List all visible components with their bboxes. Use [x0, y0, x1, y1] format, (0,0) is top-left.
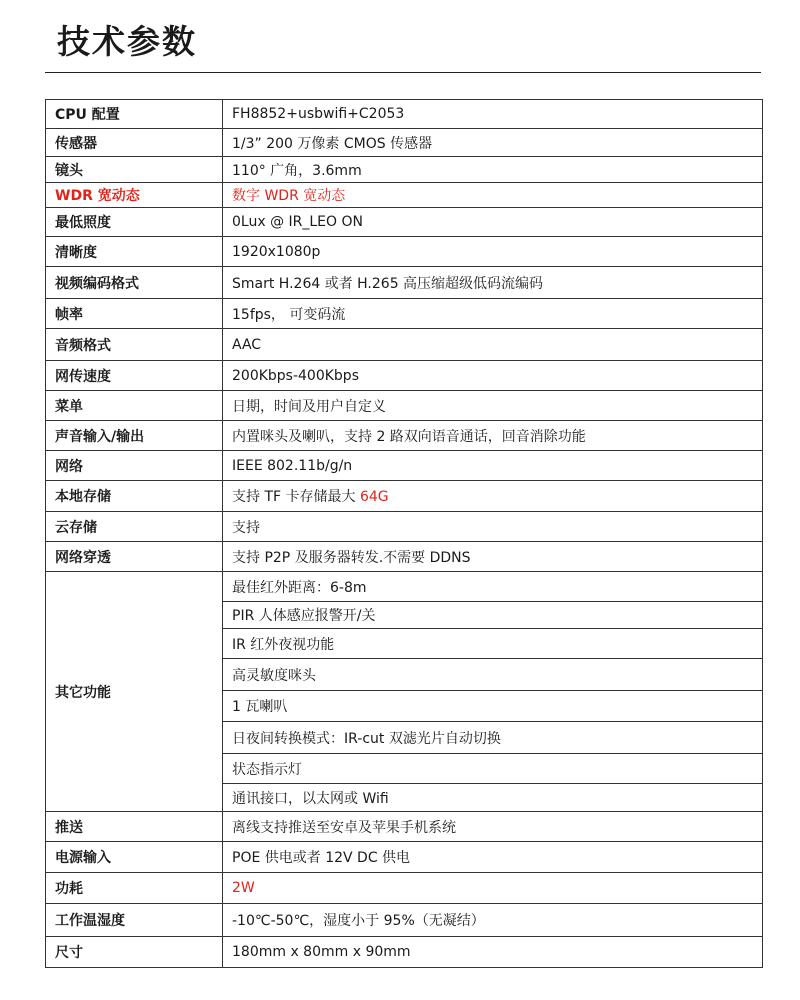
spec-key: 清晰度 — [46, 237, 223, 267]
table-row — [46, 361, 763, 391]
table-row — [46, 237, 763, 267]
spec-key: 声音输入/输出 — [46, 421, 223, 451]
spec-key: 视频编码格式 — [46, 267, 223, 299]
spec-value: 0Lux @ IR_LEO ON — [223, 208, 763, 237]
spec-key: 网传速度 — [46, 361, 223, 391]
spec-value: 2W — [223, 873, 763, 904]
spec-key: 工作温湿度 — [46, 904, 223, 937]
title-divider — [45, 72, 761, 73]
table-row — [46, 873, 763, 904]
spec-value: 离线支持推送至安卓及苹果手机系统 — [223, 812, 763, 842]
spec-value: -10℃-50℃，湿度小于 95%（无凝结） — [223, 904, 763, 937]
spec-value: 180mm x 80mm x 90mm — [223, 937, 763, 968]
spec-value: 1/3” 200 万像素 CMOS 传感器 — [223, 129, 763, 157]
spec-key: 镜头 — [46, 157, 223, 183]
spec-key: 音频格式 — [46, 329, 223, 361]
table-row — [46, 267, 763, 299]
feature-item: 高灵敏度咪头 — [223, 659, 763, 691]
page-title: 技术参数 — [57, 22, 197, 61]
table-row — [46, 157, 763, 183]
spec-key: 本地存储 — [46, 481, 223, 512]
spec-value: AAC — [223, 329, 763, 361]
table-row — [46, 421, 763, 451]
spec-key: WDR 宽动态 — [46, 183, 223, 208]
spec-key: 网络 — [46, 451, 223, 481]
spec-value: 日期，时间及用户自定义 — [223, 391, 763, 421]
spec-value: 数字 WDR 宽动态 — [223, 183, 763, 208]
spec-key: 尺寸 — [46, 937, 223, 968]
table-row — [46, 391, 763, 421]
table-row — [46, 299, 763, 329]
spec-value: 1920x1080p — [223, 237, 763, 267]
spec-value: 支持 P2P 及服务器转发.不需要 DDNS — [223, 542, 763, 572]
spec-key: 推送 — [46, 812, 223, 842]
spec-key: 菜单 — [46, 391, 223, 421]
spec-value: 15fps， 可变码流 — [223, 299, 763, 329]
feature-item: 状态指示灯 — [223, 754, 763, 784]
spec-key: 网络穿透 — [46, 542, 223, 572]
table-row — [46, 451, 763, 481]
spec-key: 电源输入 — [46, 842, 223, 873]
spec-value: 支持 — [223, 512, 763, 542]
feature-item: 最佳红外距离：6-8m — [223, 572, 763, 602]
spec-value: 内置咪头及喇叭，支持 2 路双向语音通话，回音消除功能 — [223, 421, 763, 451]
table-row — [46, 208, 763, 237]
feature-item: 日夜间转换模式：IR-cut 双滤光片自动切换 — [223, 722, 763, 754]
feature-item: 通讯接口，以太网或 Wifi — [223, 784, 763, 812]
storage-capacity: 64G — [359, 489, 389, 505]
table-row — [46, 512, 763, 542]
table-row — [46, 937, 763, 968]
spec-key: CPU 配置 — [46, 100, 223, 129]
spec-value: 110° 广角，3.6mm — [223, 157, 763, 183]
spec-key: 其它功能 — [46, 572, 223, 812]
spec-value: IEEE 802.11b/g/n — [223, 451, 763, 481]
spec-value: Smart H.264 或者 H.265 高压缩超级低码流编码 — [223, 267, 763, 299]
spec-value: 200Kbps-400Kbps — [223, 361, 763, 391]
spec-table — [45, 99, 763, 968]
table-row — [46, 842, 763, 873]
table-row — [46, 183, 763, 208]
table-row — [46, 904, 763, 937]
table-row — [46, 129, 763, 157]
table-row — [46, 329, 763, 361]
spec-key: 最低照度 — [46, 208, 223, 237]
feature-item: IR 红外夜视功能 — [223, 629, 763, 659]
table-row — [46, 481, 763, 512]
table-row — [46, 542, 763, 572]
spec-key: 传感器 — [46, 129, 223, 157]
table-row — [46, 572, 763, 602]
spec-value — [223, 481, 763, 512]
spec-key: 云存储 — [46, 512, 223, 542]
table-row — [46, 812, 763, 842]
feature-item: PIR 人体感应报警开/关 — [223, 602, 763, 629]
spec-key: 功耗 — [46, 873, 223, 904]
storage-text: 支持 TF 卡存储最大 — [232, 489, 360, 505]
spec-value: FH8852+usbwifi+C2053 — [223, 100, 763, 129]
table-row — [46, 100, 763, 129]
feature-item: 1 瓦喇叭 — [223, 691, 763, 722]
spec-key: 帧率 — [46, 299, 223, 329]
spec-value: POE 供电或者 12V DC 供电 — [223, 842, 763, 873]
